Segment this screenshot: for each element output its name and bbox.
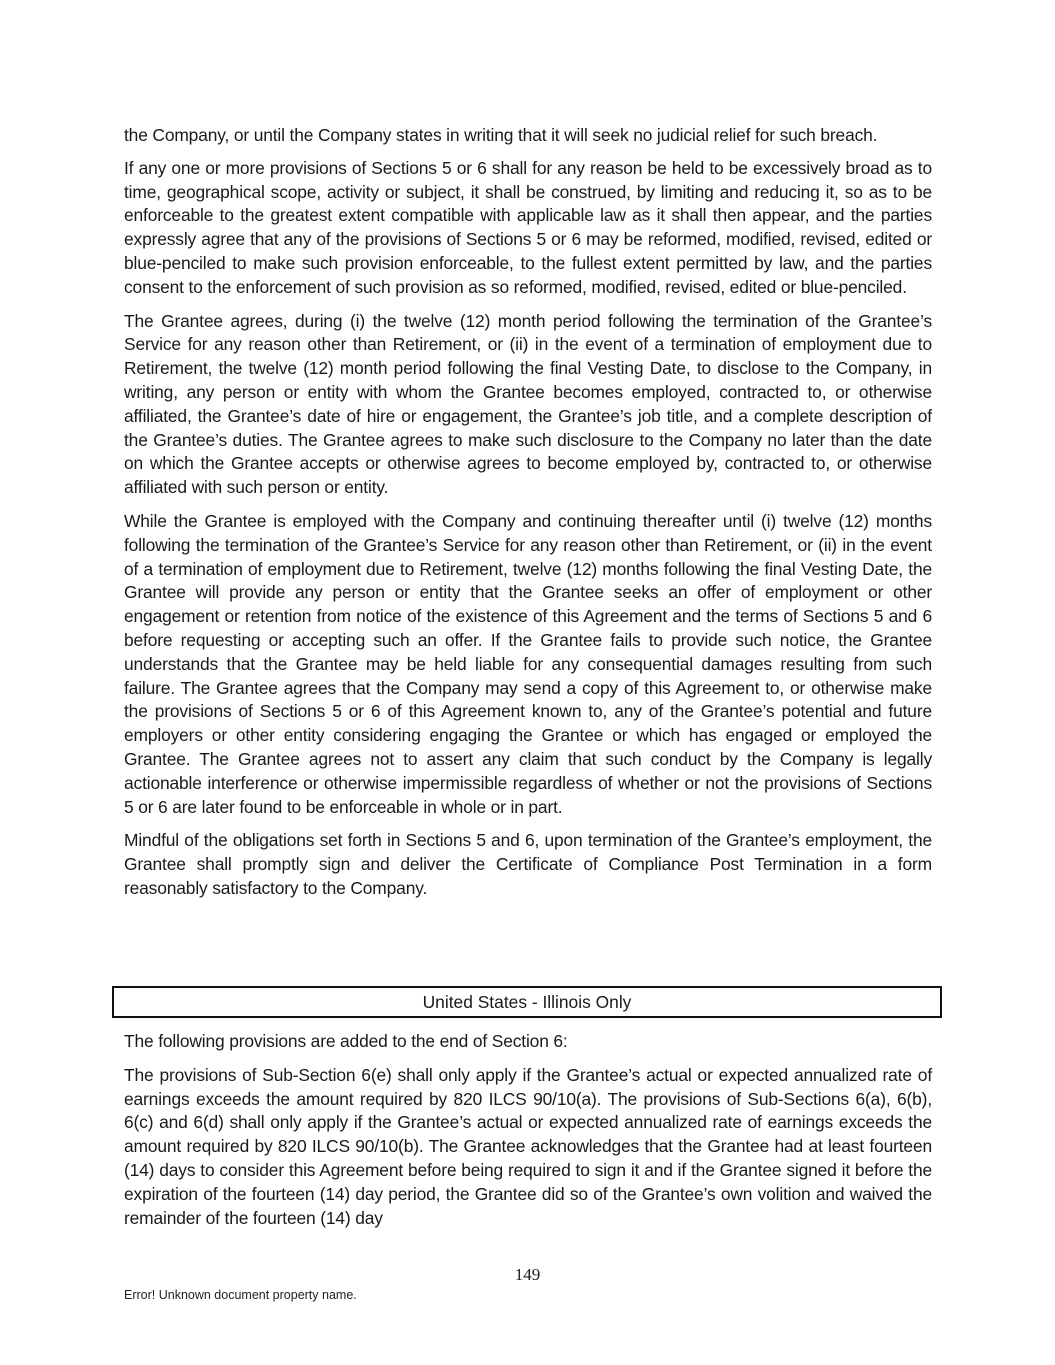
paragraph-severability: If any one or more provisions of Sections 5 or 6 shall for any reason be held to be excessively broad as to time, geographical scope, activity or subject, it shall be construed, by limiting and reducing it, so as to be enforceable to the greatest extent compatible with applicable law as it shall then appear, and the parties expressly agree that any of the provisions of Sections 5 or 6 may be reformed, modified, revised, edited or blue-penciled to make such provision enforceable, to the fullest extent permitted by law, and the parties consent to the enforcement of such provision as so reformed, modified, revised, edited or blue-penciled. <box>124 157 932 297</box>
region-heading: United States - Illinois Only <box>422 992 632 1012</box>
paragraph-illinois-intro: The following provisions are added to the end of Section 6: <box>124 1031 568 1051</box>
paragraph-illinois-provisions: The provisions of Sub-Section 6(e) shall only apply if the Grantee’s actual or expected annualized rate of earnings exceeds the amount required by 820 ILCS 90/10(a). The provisions of Sub-Sections 6(a), 6(b), 6(c) and 6(d) shall only apply if the Grantee’s actual or expected annualized rate of earnings exceeds the amount required by 820 ILCS 90/10(b). The Grantee acknowledges that the Grantee had at least fourteen (14) days to consider this Agreement before being required to sign it and if the Grantee signed it before the expiration of the fourteen (14) day period, the Grantee did so of the Grantee’s own volition and waived the remainder of the fourteen (14) day <box>124 1064 932 1228</box>
page-number: 149 <box>514 1265 541 1284</box>
illinois-section <box>124 1030 932 1240</box>
paragraph-disclosure: The Grantee agrees, during (i) the twelve (12) month period following the termination of the Grantee’s Service for any reason other than Retirement, or (ii) in the event of a termination of employment due to Retirement, the twelve (12) month period following the final Vesting Date, to disclose to the Company, in writing, any person or entity with whom the Grantee becomes employed, contracted to, or otherwise affiliated, the Grantee’s date of hire or engagement, the Grantee’s job title, and a complete description of the Grantee’s duties. The Grantee agrees to make such disclosure to the Company no later than the date on which the Grantee accepts or otherwise agrees to become employed by, contracted to, or otherwise affiliated with such person or entity. <box>124 310 932 498</box>
paragraph-certificate-of-compliance: Mindful of the obligations set forth in Sections 5 and 6, upon termination of the Grantee’s employment, the Grantee shall promptly sign and deliver the Certificate of Compliance Post Termination in a form reasonably satisfactory to the Company. <box>124 830 932 898</box>
document-body <box>124 124 932 911</box>
paragraph-notice-to-employers: While the Grantee is employed with the Company and continuing thereafter until (i) twelve (12) months following the termination of the Grantee’s Service for any reason other than Retirement, or (ii) in the event of a termination of employment due to Retirement, twelve (12) months following the final Vesting Date, the Grantee will provide any person or entity that the Grantee seeks an offer of employment or other engagement or retention from notice of the existence of this Agreement and the terms of Sections 5 and 6 before requesting or accepting such an offer. If the Grantee fails to provide such notice, the Grantee understands that the Grantee may be held liable for any consequential damages resulting from such failure. The Grantee agrees that the Company may send a copy of this Agreement to, or otherwise make the provisions of Sections 5 or 6 of this Agreement known to, any of the Grantee’s potential and future employers or other entity considering engaging the Grantee or which has engaged or employed the Grantee. The Grantee agrees not to assert any claim that such conduct by the Company is legally actionable interference or otherwise impermissible regardless of whether or not the provisions of Sections 5 or 6 are later found to be enforceable in whole or in part. <box>124 510 932 817</box>
paragraph-breach-continuation: the Company, or until the Company states in writing that it will seek no judicial relief for such breach. <box>124 125 878 145</box>
footer-error-note: Error! Unknown document property name. <box>124 1288 357 1302</box>
region-heading-box <box>112 986 942 1018</box>
